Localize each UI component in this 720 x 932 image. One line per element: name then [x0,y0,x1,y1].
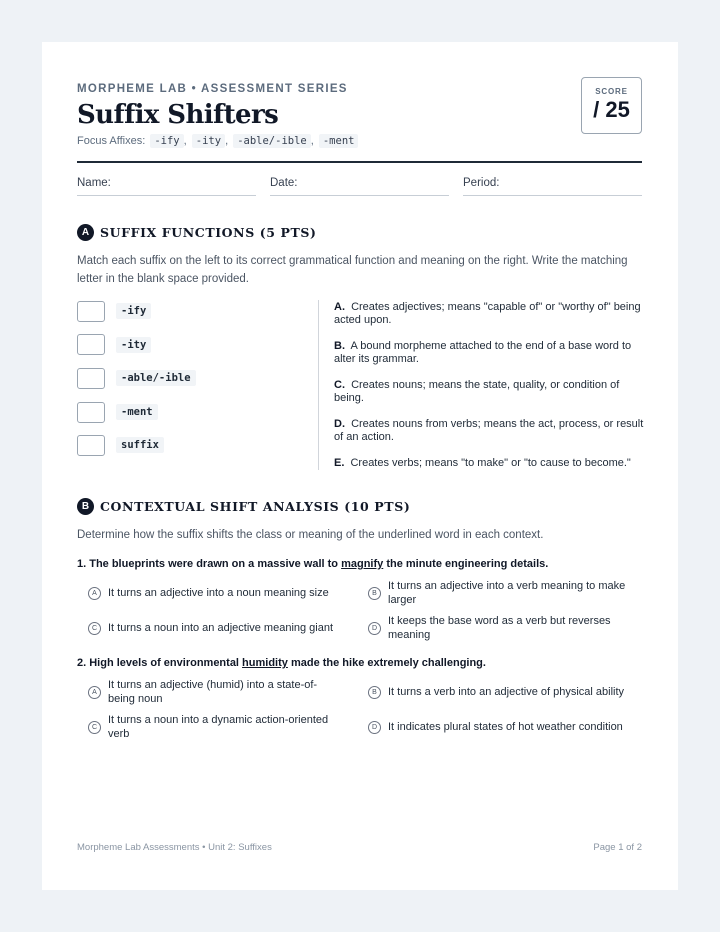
option-letter-circle: B [368,686,381,699]
score-box [581,77,642,134]
option-letter-circle: A [88,587,101,600]
answer-box[interactable] [77,301,105,322]
underlined-word: humidity [242,657,288,669]
period-field[interactable] [463,177,642,196]
name-label: Name: [77,177,111,189]
suffix-item: suffix [116,437,164,453]
option-letter-circle: B [368,587,381,600]
option-text: It turns an adjective into a verb meaning to make larger [388,580,626,606]
name-field[interactable] [77,177,256,196]
option-2d[interactable] [368,713,638,741]
definition-e [334,457,644,470]
section-b-badge: B [77,498,94,515]
score-label: SCORE [595,87,628,96]
option-text: It turns a noun into an adjective meaning giant [108,622,334,634]
focus-affixes: Focus Affixes: -ify , -ity , -able/-ible , -ment [77,135,358,147]
option-text: It turns a verb into an adjective of physical ability [388,686,625,698]
footer-left: Morpheme Lab Assessments • Unit 2: Suffixes [77,842,272,853]
footer-page-number: Page 1 of 2 [593,842,642,853]
option-2c[interactable] [88,713,343,741]
worksheet-page [42,42,678,890]
definition-text: Creates adjectives; means "capable of" or "worthy of" being acted upon. [334,301,641,326]
option-text: It keeps the base word as a verb but reverses meaning [388,615,611,641]
definition-text: Creates nouns; means the state, quality, or condition of being. [334,379,620,404]
option-letter-circle: A [88,686,101,699]
date-field[interactable] [270,177,449,196]
period-label: Period: [463,177,500,189]
definition-letter: B. [334,340,345,352]
option-1d[interactable] [368,614,638,642]
option-2b[interactable] [368,678,638,706]
option-1c[interactable] [88,614,343,642]
definition-d [334,418,644,444]
option-letter-circle: D [368,622,381,635]
focus-label: Focus Affixes: [77,135,146,147]
question-1 [77,558,548,570]
date-label: Date: [270,177,298,189]
answer-box[interactable] [77,435,105,456]
series-label: MORPHEME LAB • ASSESSMENT SERIES [77,83,348,95]
option-text: It turns a noun into a dynamic action-oriented verb [108,714,329,740]
underlined-word: magnify [341,558,384,570]
option-1a[interactable] [88,579,343,607]
score-value: / 25 [593,97,630,122]
definition-c [334,379,644,405]
option-letter-circle: C [88,721,101,734]
section-b-instructions: Determine how the suffix shifts the class or meaning of the underlined word in each context. [77,529,544,541]
question-text: 2. High levels of environmental [77,657,243,669]
suffix-item: -able/-ible [116,370,196,386]
definition-letter: D. [334,418,345,430]
suffix-item: -ment [116,404,158,420]
option-text: It turns an adjective into a noun meaning size [108,587,329,599]
definition-text: Creates verbs; means "to make" or "to cause to become." [350,457,631,469]
worksheet-title: Suffix Shifters [77,100,279,130]
focus-affix: -able/-ible [233,134,311,148]
section-a-title: SUFFIX FUNCTIONS (5 PTS) [100,225,317,241]
option-text: It turns an adjective (humid) into a state-of-being noun [108,679,318,705]
section-b-title: CONTEXTUAL SHIFT ANALYSIS (10 PTS) [100,499,411,515]
definition-text: A bound morpheme attached to the end of a base word to alter its grammar. [334,340,632,365]
option-1b[interactable] [368,579,638,607]
definition-letter: E. [334,457,345,469]
definition-a [334,301,644,327]
option-text: It indicates plural states of hot weather condition [388,721,623,733]
section-a-header [77,224,317,242]
focus-affix: -ment [319,134,359,148]
option-2a[interactable] [88,678,343,706]
definition-text: Creates nouns from verbs; means the act, process, or result of an action. [334,418,644,443]
question-text: made the hike extremely challenging. [287,657,486,669]
option-letter-circle: C [88,622,101,635]
suffix-item: -ify [116,303,151,319]
answer-box[interactable] [77,334,105,355]
focus-affix: -ify [150,134,183,148]
definition-b [334,340,644,366]
focus-affix: -ity [192,134,225,148]
section-b-header [77,498,410,516]
question-2 [77,657,486,669]
suffix-item: -ity [116,337,151,353]
definition-letter: C. [334,379,345,391]
answer-box[interactable] [77,402,105,423]
option-letter-circle: D [368,721,381,734]
header-divider [77,161,642,163]
section-a-instructions: Match each suffix on the left to its correct grammatical function and meaning on the right. Write the matching letter in the blank space provided. [77,255,628,285]
question-text: the minute engineering details. [383,558,549,570]
answer-box[interactable] [77,368,105,389]
question-text: 1. The blueprints were drawn on a massive wall to [77,558,342,570]
section-a-badge: A [77,224,94,241]
column-divider [318,300,319,470]
definition-letter: A. [334,301,345,313]
